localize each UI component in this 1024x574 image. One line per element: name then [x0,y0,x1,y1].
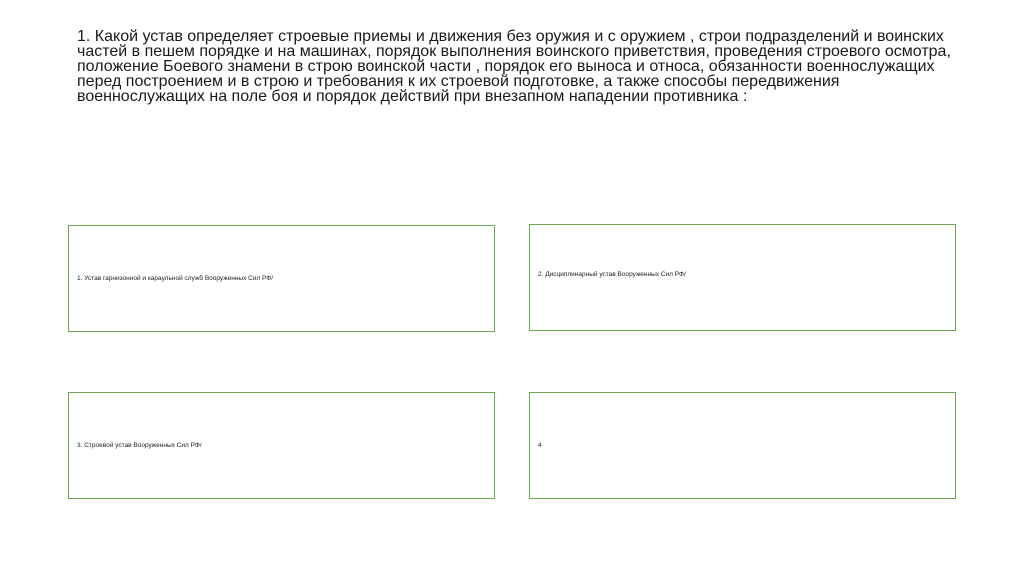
answer-option-4-label: 4 [538,441,542,449]
answer-option-3-label: 3. Строевой устав Вооруженных Сил РФ/ [77,441,202,449]
answer-option-4[interactable] [529,392,956,499]
answer-option-1[interactable] [68,225,495,332]
answer-option-2-label: 2. Дисциплинарный устав Вооруженных Сил РФ/ [538,271,686,278]
answer-option-1-label: 1. Устав гарнизонной и караульной служб Вооруженных Сил РФ/ [77,274,274,282]
answer-option-3[interactable] [68,392,495,499]
question-text: 1. Какой устав определяет строевые приемы и движения без оружия и с оружием , строи подразделений и воинских частей в пешем порядке и на машинах, порядок выполнения воинского приветствия, проведения строевого осмотра, положение Боевого знамени в строю воинской части , порядок его выноса и относа, обязанности военнослужащих перед построением и в строю и требования к их строевой подготовке, а также способы передвижения военнослужащих на поле боя и порядок действий при внезапном нападении противника : [77,28,951,105]
answer-option-2[interactable] [529,224,956,331]
